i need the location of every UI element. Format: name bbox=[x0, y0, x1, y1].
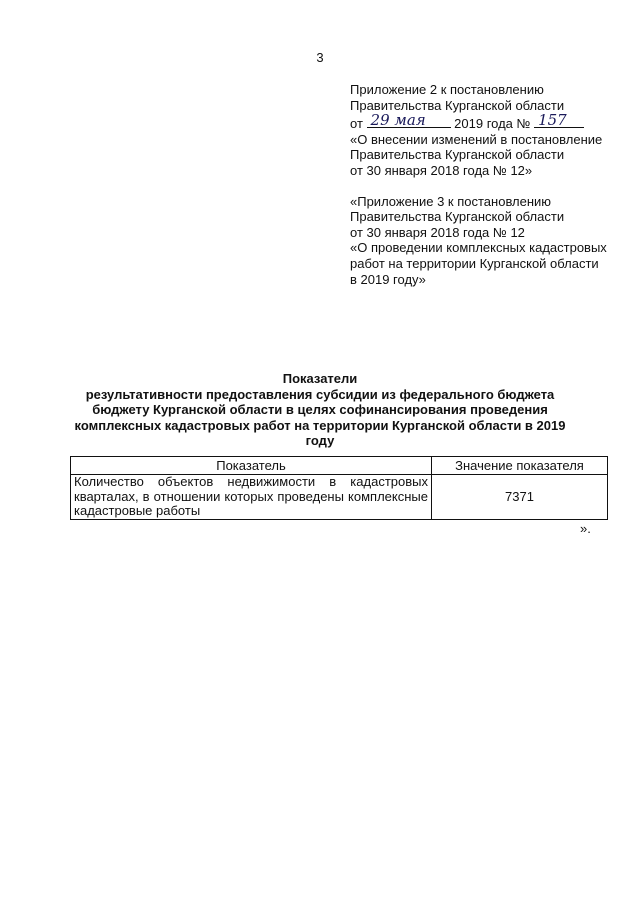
page-number: 3 bbox=[316, 50, 324, 65]
appendix-line: Правительства Курганской области bbox=[350, 97, 565, 113]
appendix-line: Приложение 2 к постановлению bbox=[350, 82, 544, 97]
handwritten-number-field bbox=[534, 110, 584, 129]
title-line: бюджету Курганской области в целях софинансирования проведения bbox=[92, 402, 548, 418]
closing-quote: ». bbox=[580, 521, 591, 536]
date-year-suffix: 2019 года № bbox=[454, 116, 531, 132]
appendix-line: «О проведении комплексных кадастровых bbox=[350, 240, 607, 256]
appendix-line: Правительства Курганской области bbox=[350, 209, 565, 225]
appendix-line: «Приложение 3 к постановлению bbox=[350, 193, 552, 209]
appendix-date-line bbox=[350, 110, 620, 132]
indicators-table bbox=[70, 456, 608, 520]
column-header-indicator: Показатель bbox=[71, 457, 432, 475]
handwritten-date-field bbox=[367, 110, 451, 129]
appendix-header bbox=[350, 82, 620, 287]
appendix-line: от 30 января 2018 года № 12» bbox=[350, 162, 533, 178]
column-header-value: Значение показателя bbox=[432, 457, 608, 475]
value-cell: 7371 bbox=[432, 475, 608, 520]
table-row bbox=[71, 475, 608, 520]
appendix-line: от 30 января 2018 года № 12 bbox=[350, 224, 525, 240]
appendix-line: в 2019 году» bbox=[350, 271, 426, 287]
table-header-row bbox=[71, 457, 608, 475]
title-line: Показатели bbox=[282, 371, 358, 386]
handwritten-date: 29 мая bbox=[370, 110, 426, 129]
appendix-line: «О внесении изменений в постановление bbox=[350, 131, 603, 147]
indicator-cell: Количество объектов недвижимости в кадастровых кварталах, в отношении которых проведены комплексные кадастровые работы bbox=[71, 475, 432, 520]
document-title bbox=[60, 371, 580, 449]
title-line: результативности предоставления субсидии из федерального бюджета bbox=[85, 386, 555, 402]
appendix-line: Правительства Курганской области bbox=[350, 147, 565, 163]
appendix-line: работ на территории Курганской области bbox=[350, 255, 599, 271]
handwritten-number: 157 bbox=[538, 110, 567, 129]
title-line: комплексных кадастровых работ на территории Курганской области в 2019 году bbox=[74, 417, 566, 449]
date-prefix: от bbox=[350, 116, 363, 132]
